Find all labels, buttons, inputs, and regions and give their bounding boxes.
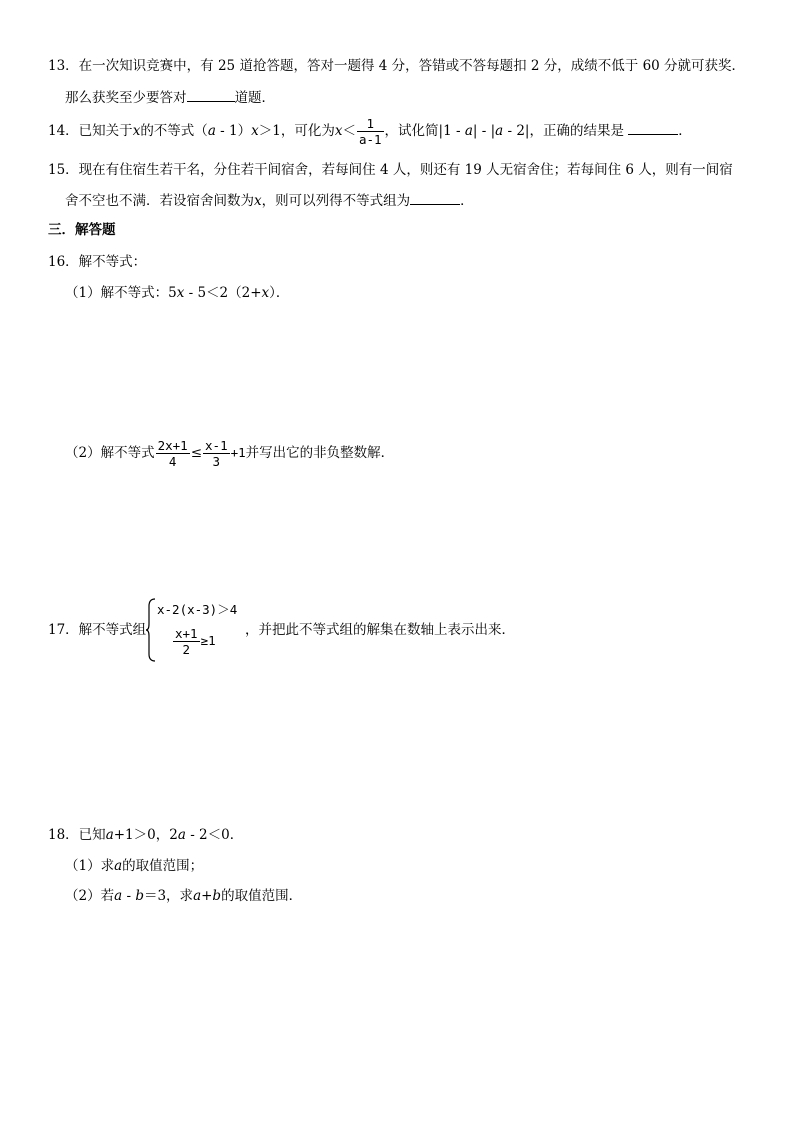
fraction-numerator: x+1 [175, 626, 198, 641]
q16-var: x [261, 285, 270, 301]
q16-text: （2）解不等式 [65, 445, 155, 461]
q15-line2 [65, 190, 474, 211]
q13-answer-blank[interactable] [187, 87, 235, 102]
q18-text: +1＞0，2 [113, 827, 178, 843]
q14-text: - 2|，正确的结果是 [503, 123, 624, 139]
q17-relation: ≥1 [200, 633, 216, 648]
q16-text: 并写出它的非负整数解． [245, 445, 395, 461]
q18-text: 的取值范围． [221, 888, 303, 904]
q13-line2 [65, 87, 275, 108]
q16-title: 16．解不等式： [48, 254, 147, 270]
q16-part2 [65, 436, 394, 470]
fraction-numerator: x-1 [205, 438, 228, 453]
q14-text: | - | [472, 123, 496, 139]
q13-line1: 13．在一次知识竞赛中，有 25 道抢答题，答对一题得 4 分，答错或不答每题扣 2 分，成绩不低于 60 分就可获奖． [48, 58, 746, 74]
q14-var: a [464, 123, 473, 139]
fraction-denominator: 2 [173, 641, 200, 657]
q14-text: 14．已知关于 [48, 123, 133, 139]
q15-answer-blank[interactable] [410, 190, 460, 205]
q14-var: a [495, 123, 504, 139]
fraction-numerator: 1 [366, 116, 374, 131]
q18-text: 18．已知 [48, 827, 106, 843]
q18-text: - [122, 888, 136, 904]
q14-var: x [132, 123, 141, 139]
q18-line [48, 825, 243, 845]
q17-fraction [173, 626, 200, 657]
q14-var: a [207, 123, 216, 139]
q13-line2-end: 道题． [234, 90, 275, 106]
q18-var: a [177, 827, 186, 843]
q14-fraction [357, 116, 384, 147]
q14-text: - 1） [215, 123, 252, 139]
fraction-denominator: 3 [203, 453, 230, 469]
q17-inequality-2 [172, 626, 216, 657]
q14-text: 的不等式（ [140, 123, 208, 139]
q14-line [48, 116, 692, 147]
q18-var: b [135, 888, 144, 904]
q15-text: ，则可以列得不等式组为 [261, 193, 411, 209]
q15-line1: 15．现在有住宿生若干名，分住若干间宿舍，若每间住 4 人，则还有 19 人无宿舍住；若每间住 6 人，则有一间宿 [48, 162, 733, 178]
q17-label: 17．解不等式组 [48, 622, 147, 638]
fraction-denominator: a-1 [358, 132, 382, 147]
q16-text: +1 [230, 445, 246, 460]
q18-var: a [114, 888, 123, 904]
q18-text: ＝3，求 [143, 888, 194, 904]
q18-part2 [65, 886, 302, 906]
q14-answer-blank[interactable] [628, 120, 678, 135]
q18-var: a [114, 858, 123, 874]
q14-var: x [251, 123, 259, 139]
section-title: 三．解答题 [48, 222, 116, 238]
q18-text: - 2＜0． [185, 827, 244, 843]
fraction-numerator: 2x+1 [157, 438, 188, 453]
q16-text: - 5＜2（2+ [184, 285, 262, 301]
q16-relation: ≤ [190, 445, 203, 461]
q16-fraction-1 [156, 438, 190, 469]
q14-text: ＜ [342, 123, 356, 139]
q16-part1 [65, 283, 289, 303]
q16-text: ）． [269, 285, 290, 301]
q14-var: x [334, 123, 343, 139]
fraction-denominator: 4 [156, 453, 190, 469]
q17-brace-icon [145, 598, 157, 662]
q18-text: （1）求 [65, 858, 115, 874]
q18-text: 的取值范围； [122, 858, 204, 874]
q18-var: a+b [193, 888, 222, 904]
q14-text: ． [678, 123, 692, 139]
q14-text: ＞1，可化为 [258, 123, 335, 139]
q13-line2-text: 那么获奖至少要答对 [65, 90, 187, 106]
q16-var: x [176, 285, 185, 301]
q16-text: （1）解不等式：5 [65, 285, 177, 301]
q18-part1 [65, 856, 203, 876]
q15-text: 舍不空也不满．若设宿舍间数为 [65, 193, 254, 209]
q18-var: a [105, 827, 114, 843]
q15-text: ． [460, 193, 474, 209]
q14-text: ，试化简|1 - [384, 123, 465, 139]
q15-var: x [254, 193, 262, 209]
q18-text: （2）若 [65, 888, 115, 904]
q17-inequality-1: x-2(x-3)＞4 [157, 602, 238, 617]
q17-instruction: ，并把此不等式组的解集在数轴上表示出来． [245, 622, 515, 638]
q16-fraction-2 [203, 438, 230, 469]
